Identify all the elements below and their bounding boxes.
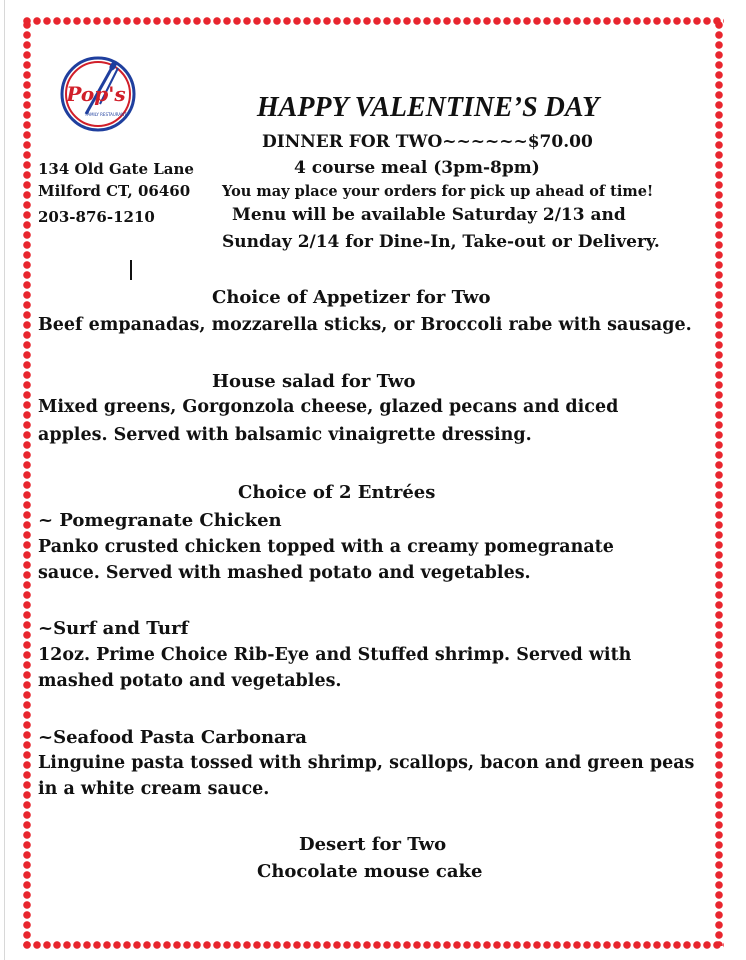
- salad-heading: House salad for Two: [212, 371, 416, 392]
- page-title: HAPPY VALENTINE’S DAY: [256, 92, 600, 123]
- availability-line-2: Sunday 2/14 for Dine-In, Take-out or Delivery.: [222, 232, 660, 252]
- salad-line-2: apples. Served with balsamic vinaigrette dressing.: [38, 425, 532, 445]
- order-note: You may place your orders for pick up ahead of time!: [222, 183, 654, 200]
- heart-border-left: [20, 20, 34, 946]
- entree-description-line-1: Linguine pasta tossed with shrimp, scallops, bacon and green peas: [38, 753, 695, 773]
- text-cursor: [130, 260, 132, 280]
- entree-description-line-2: in a white cream sauce.: [38, 779, 270, 799]
- appetizer-heading: Choice of Appetizer for Two: [212, 287, 491, 308]
- dessert-item: Chocolate mouse cake: [257, 861, 483, 882]
- address-street: 134 Old Gate Lane: [38, 160, 194, 178]
- heart-border-top: [22, 14, 724, 28]
- heart-border-right: [712, 20, 726, 946]
- course-line: 4 course meal (3pm-8pm): [294, 158, 540, 178]
- entree-description-line-2: mashed potato and vegetables.: [38, 671, 342, 691]
- entrees-heading: Choice of 2 Entrées: [238, 482, 436, 503]
- svg-text:Pop's: Pop's: [66, 82, 126, 106]
- dinner-price-line: DINNER FOR TWO~~~~~~$70.00: [262, 132, 593, 152]
- heart-border-bottom: [22, 938, 724, 952]
- entree-description-line-1: Panko crusted chicken topped with a creamy pomegranate: [38, 537, 614, 557]
- page-edge-line: [4, 0, 5, 960]
- entree-name: ~Surf and Turf: [38, 618, 189, 639]
- address-city: Milford CT, 06460: [38, 182, 191, 200]
- appetizer-items: Beef empanadas, mozzarella sticks, or Broccoli rabe with sausage.: [38, 315, 692, 335]
- entree-name: ~ Pomegranate Chicken: [38, 510, 282, 531]
- availability-line-1: Menu will be available Saturday 2/13 and: [232, 205, 626, 225]
- entree-name: ~Seafood Pasta Carbonara: [38, 727, 307, 748]
- address-phone: 203-876-1210: [38, 208, 155, 226]
- dessert-heading: Desert for Two: [299, 834, 447, 855]
- entree-description-line-1: 12oz. Prime Choice Rib-Eye and Stuffed shrimp. Served with: [38, 645, 632, 665]
- salad-line-1: Mixed greens, Gorgonzola cheese, glazed pecans and diced: [38, 397, 619, 417]
- entree-description-line-2: sauce. Served with mashed potato and vegetables.: [38, 563, 531, 583]
- svg-text:FAMILY RESTAURANT: FAMILY RESTAURANT: [85, 112, 127, 117]
